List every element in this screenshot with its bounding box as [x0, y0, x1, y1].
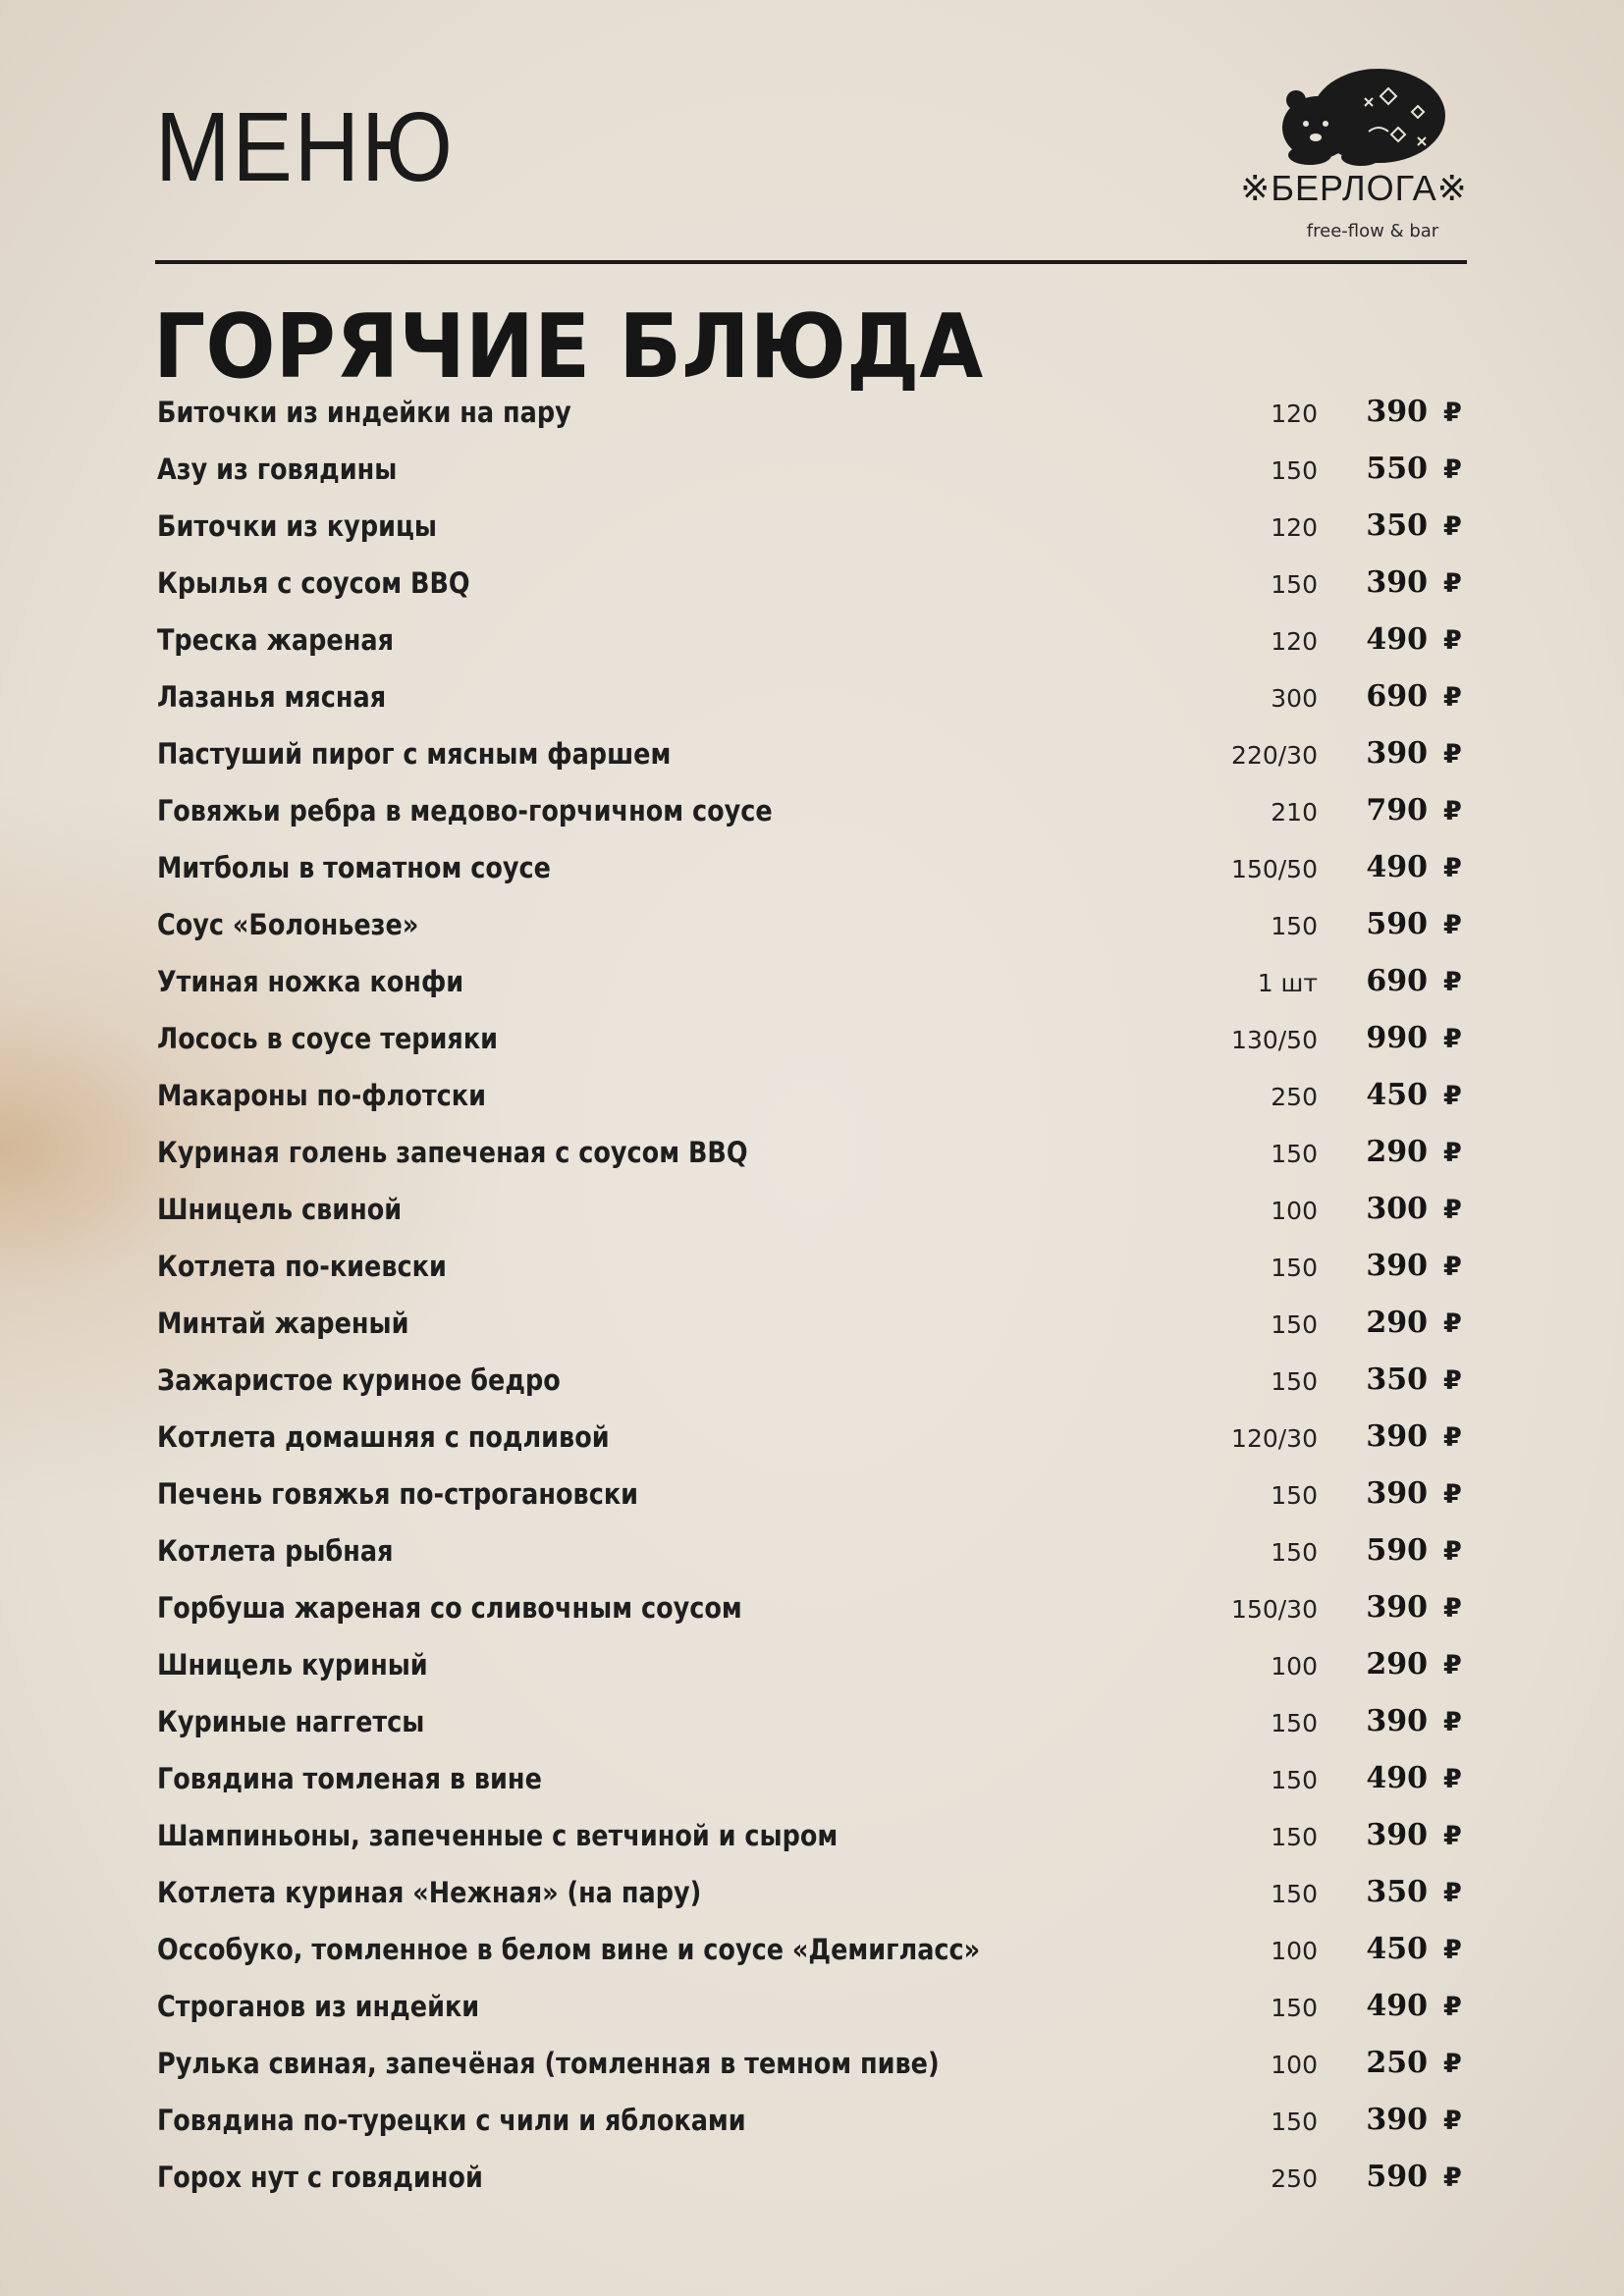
menu-item-name: Крылья с соусом BBQ — [157, 566, 470, 600]
menu-item-weight: 150 — [1271, 1766, 1318, 1794]
menu-item-price: 390 — [1366, 1590, 1428, 1625]
menu-item-name: Котлета куриная «Нежная» (на пару) — [157, 1876, 702, 1909]
menu-item — [0, 1182, 1624, 1239]
menu-item — [0, 1239, 1624, 1296]
ruble-sign: ₽ — [1443, 1764, 1462, 1794]
menu-item — [0, 726, 1624, 783]
menu-item — [0, 2036, 1624, 2093]
menu-item — [0, 1751, 1624, 1808]
menu-item-price: 550 — [1366, 452, 1428, 486]
menu-item-name: Соус «Болоньезе» — [157, 908, 419, 941]
menu-item-weight: 1 шт — [1257, 969, 1318, 997]
menu-item — [0, 613, 1624, 669]
menu-item-weight: 120 — [1271, 400, 1318, 428]
menu-item-name: Утиная ножка конфи — [157, 965, 464, 998]
menu-item-price: 390 — [1366, 1476, 1428, 1511]
menu-item-name: Говядина томленая в вине — [157, 1762, 542, 1795]
menu-item-name: Котлета по-киевски — [157, 1250, 447, 1283]
menu-item-weight: 150 — [1271, 1823, 1318, 1851]
menu-item-price: 390 — [1366, 1704, 1428, 1738]
menu-item-name: Лосось в соусе терияки — [157, 1022, 499, 1055]
menu-item — [0, 1467, 1624, 1523]
menu-item-name: Биточки из индейки на пару — [157, 396, 571, 429]
menu-item-name: Макароны по-флотски — [157, 1079, 486, 1112]
ruble-sign: ₽ — [1443, 398, 1462, 428]
menu-item-name: Пастуший пирог с мясным фаршем — [157, 737, 672, 771]
menu-item-name: Котлета домашняя с подливой — [157, 1420, 610, 1454]
menu-item — [0, 1296, 1624, 1353]
menu-item — [0, 1694, 1624, 1751]
menu-item — [0, 897, 1624, 954]
menu-item-name: Печень говяжья по-строгановски — [157, 1477, 639, 1511]
menu-item-weight: 150 — [1271, 1481, 1318, 1510]
menu-item-weight: 150 — [1271, 1994, 1318, 2022]
ruble-sign: ₽ — [1443, 1650, 1462, 1681]
menu-item-weight: 150 — [1271, 570, 1318, 599]
menu-item — [0, 1125, 1624, 1182]
menu-item-name: Митболы в томатном соусе — [157, 851, 551, 884]
menu-item-weight: 150 — [1271, 1709, 1318, 1737]
menu-item — [0, 840, 1624, 897]
menu-item-name: Шницель свиной — [157, 1193, 403, 1226]
menu-item-price: 450 — [1366, 1932, 1428, 1966]
ruble-sign: ₽ — [1443, 739, 1462, 770]
menu-item-name: Говядина по-турецки с чили и яблоками — [157, 2104, 746, 2137]
menu-item — [0, 2150, 1624, 2207]
menu-item-weight: 150 — [1271, 912, 1318, 940]
menu-list — [0, 385, 1624, 2207]
menu-item-weight: 150 — [1271, 456, 1318, 485]
header-divider — [155, 260, 1467, 264]
menu-item-price: 350 — [1366, 1875, 1428, 1909]
menu-item-weight: 130/50 — [1231, 1026, 1318, 1054]
ruble-sign: ₽ — [1443, 511, 1462, 542]
menu-item-weight: 150 — [1271, 1367, 1318, 1396]
ruble-sign: ₽ — [1443, 967, 1462, 997]
menu-item — [0, 1865, 1624, 1922]
menu-item-weight: 120 — [1271, 627, 1318, 656]
menu-item-price: 790 — [1366, 793, 1428, 828]
menu-item-price: 590 — [1366, 2160, 1428, 2194]
page-title: МЕНЮ — [155, 92, 455, 202]
menu-item-price: 690 — [1366, 679, 1428, 714]
menu-item-price: 290 — [1366, 1135, 1428, 1169]
menu-item-price: 490 — [1366, 622, 1428, 657]
menu-item-weight: 100 — [1271, 1197, 1318, 1225]
menu-item-name: Оссобуко, томленное в белом вине и соусе «Демигласс» — [157, 1933, 981, 1966]
menu-item-name: Горох нут с говядиной — [157, 2161, 483, 2194]
ruble-sign: ₽ — [1443, 1252, 1462, 1282]
menu-item-price: 450 — [1366, 1078, 1428, 1112]
menu-item-name: Минтай жареный — [157, 1307, 409, 1340]
ruble-sign: ₽ — [1443, 2106, 1462, 2136]
menu-item-name: Куриные наггетсы — [157, 1705, 425, 1738]
menu-item — [0, 385, 1624, 442]
menu-item-price: 290 — [1366, 1306, 1428, 1340]
ruble-sign: ₽ — [1443, 1024, 1462, 1054]
menu-item-weight: 250 — [1271, 1083, 1318, 1111]
ruble-sign: ₽ — [1443, 1422, 1462, 1453]
ruble-sign: ₽ — [1443, 568, 1462, 599]
menu-item-price: 390 — [1366, 736, 1428, 771]
ruble-sign: ₽ — [1443, 1138, 1462, 1168]
logo-name: ※БЕРЛОГА※ — [1240, 168, 1468, 208]
menu-item-name: Биточки из курицы — [157, 509, 437, 543]
menu-item — [0, 2093, 1624, 2150]
menu-item-price: 390 — [1366, 565, 1428, 600]
ruble-sign: ₽ — [1443, 1308, 1462, 1339]
menu-item-name: Зажаристое куриное бедро — [157, 1363, 561, 1397]
menu-item-price: 690 — [1366, 964, 1428, 998]
ruble-sign: ₽ — [1443, 1992, 1462, 2022]
menu-item-weight: 100 — [1271, 2051, 1318, 2079]
menu-item-weight: 150 — [1271, 1254, 1318, 1282]
menu-item-price: 350 — [1366, 1362, 1428, 1397]
menu-item-name: Лазанья мясная — [157, 680, 387, 714]
menu-item-name: Шампиньоны, запеченные с ветчиной и сыром — [157, 1819, 839, 1852]
ruble-sign: ₽ — [1443, 1707, 1462, 1737]
menu-item-weight: 250 — [1271, 2164, 1318, 2193]
menu-item-price: 590 — [1366, 1533, 1428, 1568]
menu-item — [0, 1922, 1624, 1979]
menu-item-weight: 150 — [1271, 1140, 1318, 1168]
menu-item-name: Горбуша жареная со сливочным соусом — [157, 1591, 742, 1625]
menu-item — [0, 442, 1624, 499]
menu-item — [0, 1637, 1624, 1694]
menu-item-weight: 220/30 — [1231, 741, 1318, 770]
menu-item-weight: 150 — [1271, 1310, 1318, 1339]
ruble-sign: ₽ — [1443, 2163, 1462, 2193]
menu-item — [0, 669, 1624, 726]
menu-item — [0, 783, 1624, 840]
menu-item — [0, 1410, 1624, 1467]
ruble-sign: ₽ — [1443, 910, 1462, 940]
menu-item — [0, 1068, 1624, 1125]
menu-item-weight: 300 — [1271, 684, 1318, 713]
ruble-sign: ₽ — [1443, 1195, 1462, 1225]
ruble-sign: ₽ — [1443, 625, 1462, 656]
menu-item-weight: 210 — [1271, 798, 1318, 827]
menu-item-name: Котлета рыбная — [157, 1534, 394, 1568]
menu-item-weight: 100 — [1271, 1937, 1318, 1965]
ruble-sign: ₽ — [1443, 1479, 1462, 1510]
menu-item-price: 390 — [1366, 1818, 1428, 1852]
menu-item-price: 490 — [1366, 1989, 1428, 2023]
menu-item — [0, 1011, 1624, 1068]
ruble-sign: ₽ — [1443, 682, 1462, 713]
menu-item — [0, 1353, 1624, 1410]
ruble-sign: ₽ — [1443, 1821, 1462, 1851]
menu-item-name: Шницель куриный — [157, 1648, 428, 1682]
ruble-sign: ₽ — [1443, 2049, 1462, 2079]
menu-item — [0, 954, 1624, 1011]
menu-item-price: 390 — [1366, 395, 1428, 429]
menu-item-weight: 150 — [1271, 1538, 1318, 1567]
menu-item-price: 490 — [1366, 850, 1428, 884]
menu-item-name: Говяжьи ребра в медово-горчичном соусе — [157, 794, 773, 828]
menu-item-weight: 150/50 — [1231, 855, 1318, 883]
ruble-sign: ₽ — [1443, 1365, 1462, 1396]
menu-item-price: 390 — [1366, 1249, 1428, 1283]
ruble-sign: ₽ — [1443, 796, 1462, 827]
logo-tagline: free-flow & bar — [1306, 221, 1439, 241]
menu-item-weight: 150 — [1271, 2108, 1318, 2136]
ruble-sign: ₽ — [1443, 853, 1462, 883]
ruble-sign: ₽ — [1443, 1878, 1462, 1908]
ruble-sign: ₽ — [1443, 1081, 1462, 1111]
menu-item-price: 250 — [1366, 2046, 1428, 2080]
menu-item — [0, 1808, 1624, 1865]
menu-item-weight: 150 — [1271, 1880, 1318, 1908]
ruble-sign: ₽ — [1443, 1593, 1462, 1624]
logo — [1235, 59, 1473, 245]
menu-item-price: 590 — [1366, 907, 1428, 941]
menu-item-name: Азу из говядины — [157, 453, 398, 486]
menu-item-name: Строганов из индейки — [157, 1990, 480, 2023]
menu-item-price: 350 — [1366, 508, 1428, 543]
menu-item-weight: 120 — [1271, 513, 1318, 542]
ruble-sign: ₽ — [1443, 454, 1462, 485]
menu-item-price: 290 — [1366, 1647, 1428, 1682]
menu-item-price: 990 — [1366, 1021, 1428, 1055]
menu-item-name: Треска жареная — [157, 623, 394, 657]
menu-item-price: 390 — [1366, 2103, 1428, 2137]
menu-item — [0, 1580, 1624, 1637]
menu-item-price: 490 — [1366, 1761, 1428, 1795]
menu-item — [0, 556, 1624, 613]
menu-item-weight: 120/30 — [1231, 1424, 1318, 1453]
menu-item-weight: 150/30 — [1231, 1595, 1318, 1624]
menu-item-price: 390 — [1366, 1419, 1428, 1454]
menu-item — [0, 1979, 1624, 2036]
menu-item-weight: 100 — [1271, 1652, 1318, 1681]
menu-item — [0, 499, 1624, 556]
ruble-sign: ₽ — [1443, 1536, 1462, 1567]
section-title: ГОРЯЧИЕ БЛЮДА — [153, 295, 984, 399]
menu-item-price: 300 — [1366, 1192, 1428, 1226]
bear-icon — [1271, 59, 1447, 167]
ruble-sign: ₽ — [1443, 1935, 1462, 1965]
menu-item — [0, 1523, 1624, 1580]
menu-item-name: Куриная голень запеченая с соусом BBQ — [157, 1136, 748, 1169]
menu-item-name: Рулька свиная, запечёная (томленная в темном пиве) — [157, 2047, 940, 2080]
